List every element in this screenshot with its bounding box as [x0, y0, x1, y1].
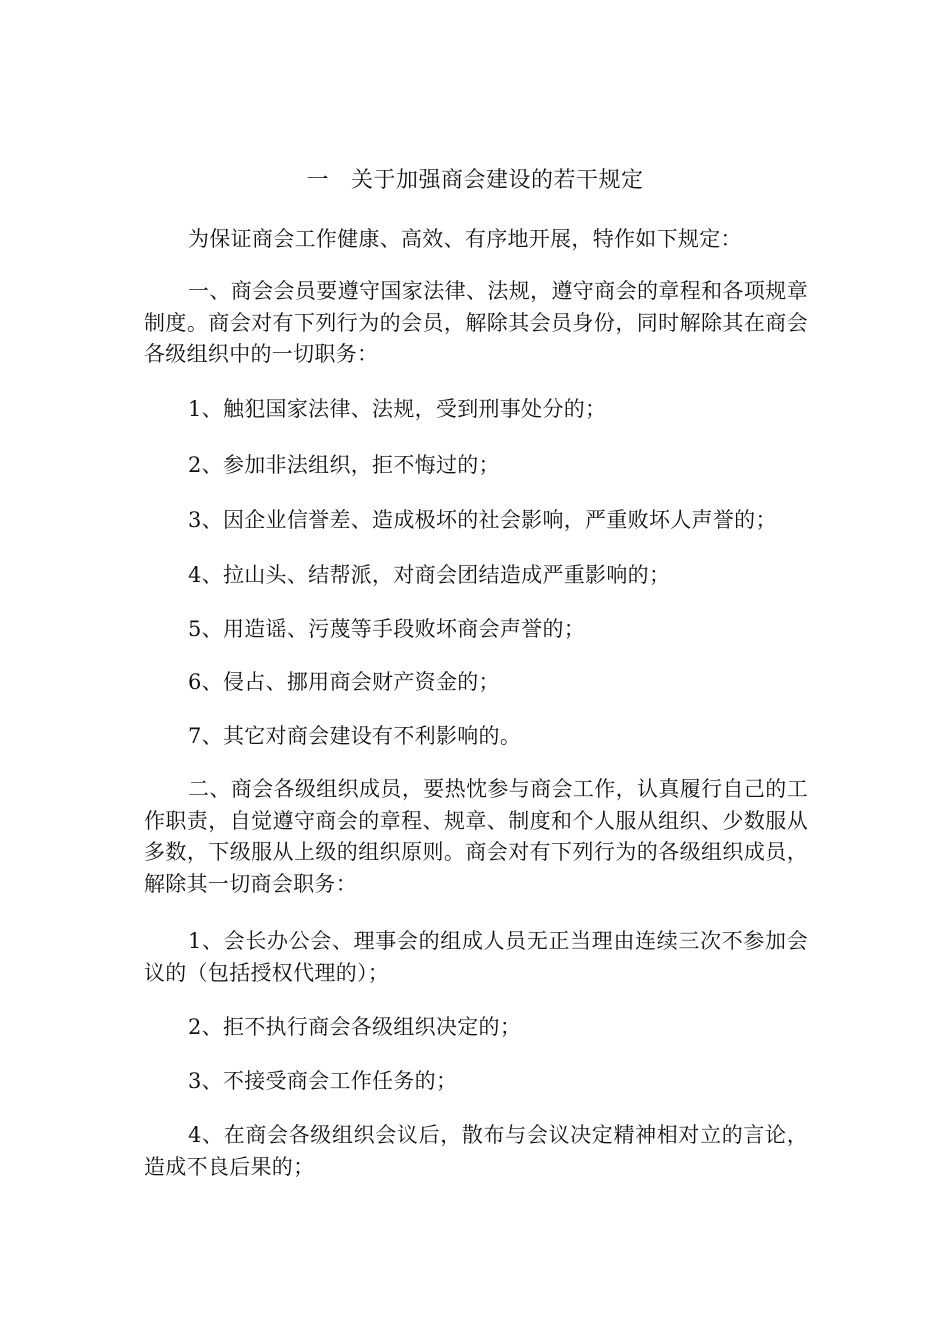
- section-1-item: 6、侵占、挪用商会财产资金的；: [188, 670, 500, 694]
- section-2-item: 3、不接受商会工作任务的；: [188, 1069, 458, 1093]
- section-1-item: 2、参加非法组织，拒不悔过的；: [188, 453, 500, 477]
- title-number: 一: [306, 168, 329, 193]
- section-1-item: 4、拉山头、结帮派，对商会团结造成严重影响的；: [188, 563, 671, 587]
- section-1-item: 1、触犯国家法律、法规，受到刑事处分的；: [188, 397, 607, 421]
- document-title: [0, 164, 950, 198]
- section-1-item: 3、因企业信誉差、造成极坏的社会影响，严重败坏人声誉的；: [188, 508, 777, 532]
- section-1-item: 5、用造谣、污蔑等手段败坏商会声誉的；: [188, 617, 586, 641]
- intro-paragraph: 为保证商会工作健康、高效、有序地开展，特作如下规定：: [188, 227, 742, 251]
- section-2-item: 1、会长办公会、理事会的组成人员无正当理由连续三次不参加会议的（包括授权代理的）；: [144, 929, 808, 985]
- title-text: 关于加强商会建设的若干规定: [351, 168, 644, 193]
- section-2-item: 4、在商会各级组织会议后，散布与会议决定精神相对立的言论，造成不良后果的；: [144, 1123, 808, 1179]
- section-1-item: 7、其它对商会建设有不利影响的。: [188, 724, 522, 748]
- section-2-item: 2、拒不执行商会各级组织决定的；: [188, 1015, 522, 1039]
- section-1-paragraph: 一、商会会员要遵守国家法律、法规，遵守商会的章程和各项规章制度。商会对有下列行为的会员，解除其会员身份，同时解除其在商会各级组织中的一切职务：: [144, 279, 808, 366]
- section-2-paragraph: 二、商会各级组织成员，要热忱参与商会工作，认真履行自己的工作职责，自觉遵守商会的章程、规章、制度和个人服从组织、少数服从多数，下级服从上级的组织原则。商会对有下列行为的各级组织成员，解除其一切商会职务：: [144, 777, 808, 896]
